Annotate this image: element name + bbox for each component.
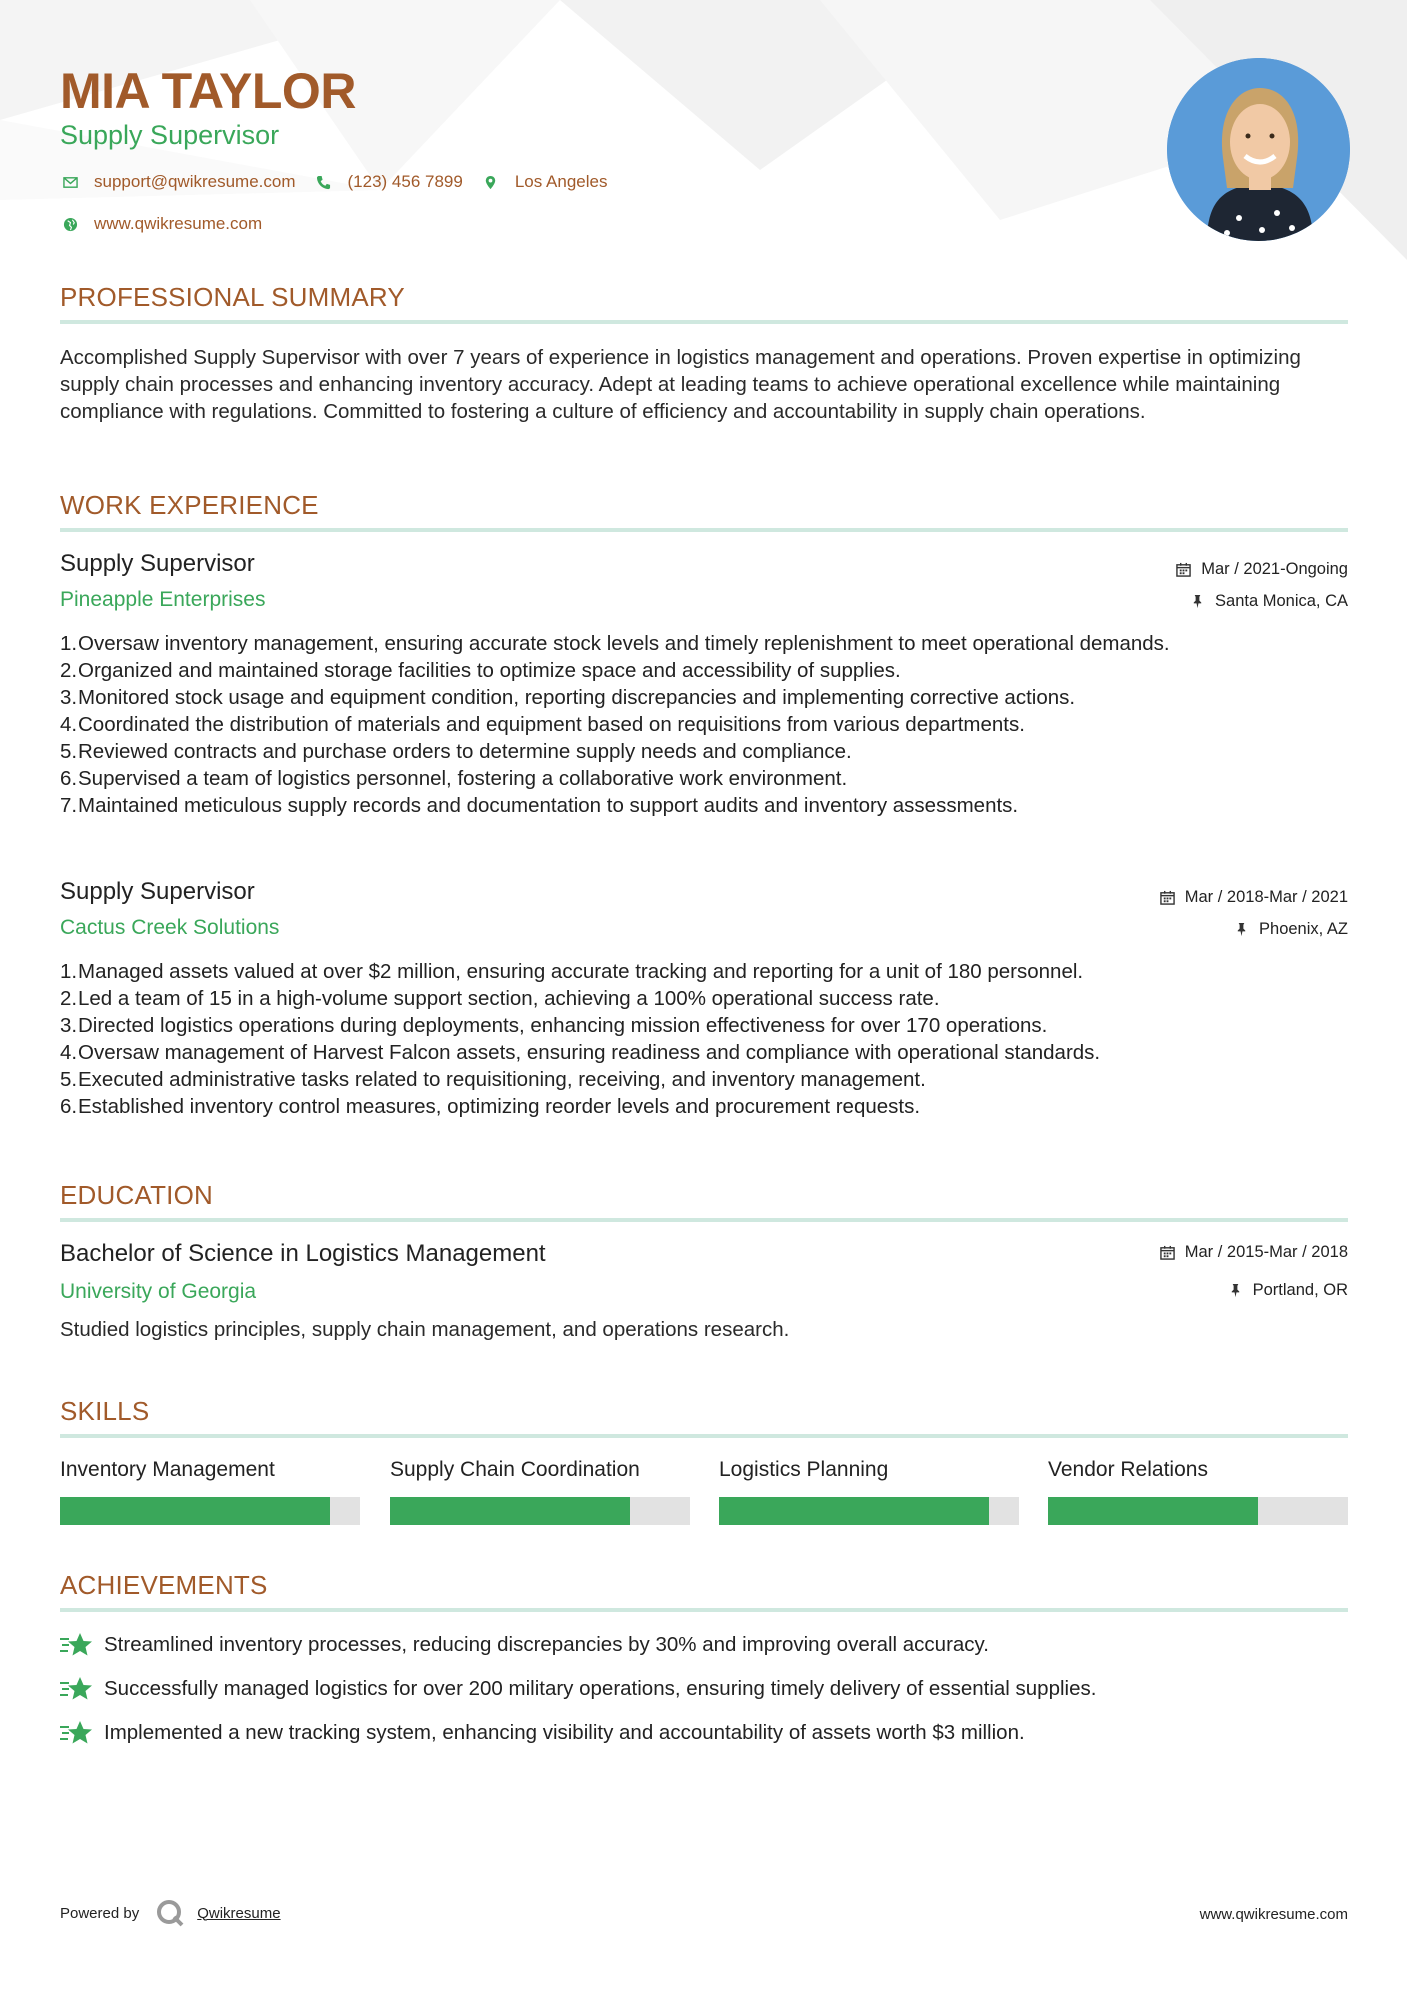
contact-website[interactable]: [60, 214, 262, 234]
summary-divider: [60, 320, 1348, 324]
job-2-location: [1234, 920, 1348, 939]
list-item: 3. Monitored stock usage and equipment condition, reporting discrepancies and implementing corrective actions.: [60, 686, 1076, 709]
list-item: 2. Organized and maintained storage facilities to optimize space and accessibility of supplies.: [60, 659, 901, 682]
job-1-title: Supply Supervisor: [60, 550, 255, 577]
education-heading: EDUCATION: [60, 1180, 213, 1210]
map-marker-icon: [481, 172, 501, 192]
contact-row-secondary: [60, 214, 280, 234]
footer-url[interactable]: www.qwikresume.com: [1199, 1906, 1348, 1923]
pushpin-icon: [1228, 1283, 1243, 1298]
job-2-company: Cactus Creek Solutions: [60, 916, 280, 939]
education-degree: Bachelor of Science in Logistics Management: [60, 1240, 546, 1267]
education-dates: [1160, 1243, 1348, 1262]
shooting-star-icon: [60, 1674, 92, 1704]
list-item: 4. Coordinated the distribution of materials and equipment based on requisitions from various departments.: [60, 713, 1025, 736]
list-item: 1. Managed assets valued at over $2 million, ensuring accurate tracking and reporting for a unit of 180 personnel.: [60, 960, 1084, 983]
experience-heading: WORK EXPERIENCE: [60, 490, 319, 520]
phone-icon: [314, 172, 334, 192]
job-2-location-text: Phoenix, AZ: [1259, 920, 1348, 938]
education-description: Studied logistics principles, supply chain management, and operations research.: [60, 1318, 790, 1341]
contact-email[interactable]: [60, 172, 296, 192]
pushpin-icon: [1234, 922, 1249, 937]
list-item: 7. Maintained meticulous supply records and documentation to support audits and inventory assessments.: [60, 794, 1019, 817]
candidate-role: Supply Supervisor: [60, 120, 280, 150]
calendar-icon: [1176, 562, 1191, 577]
list-item: 6. Established inventory control measures, optimizing reorder levels and procurement requests.: [60, 1095, 921, 1118]
education-location: [1228, 1281, 1348, 1300]
experience-divider: [60, 528, 1348, 532]
list-item: 2. Led a team of 15 in a high-volume support section, achieving a 100% operational success rate.: [60, 987, 940, 1010]
job-1-dates: [1176, 560, 1348, 579]
job-1-location: [1190, 592, 1348, 611]
job-1-responsibilities: [60, 630, 1330, 819]
contact-phone[interactable]: [314, 172, 463, 192]
list-item: 1. Oversaw inventory management, ensuring accurate stock levels and timely replenishment to meet operational demands.: [60, 632, 1170, 655]
contact-location: [481, 172, 608, 192]
calendar-icon: [1160, 890, 1175, 905]
calendar-icon: [1160, 1245, 1175, 1260]
education-divider: [60, 1218, 1348, 1222]
profile-photo: [1167, 58, 1350, 241]
skills-heading: SKILLS: [60, 1396, 150, 1426]
achievement-item: Successfully managed logistics for over 200 military operations, ensuring timely delivery of essential supplies.: [60, 1674, 1096, 1704]
achievements-divider: [60, 1608, 1348, 1612]
skill-bar-fill: [390, 1497, 630, 1525]
skills-divider: [60, 1434, 1348, 1438]
job-1-location-text: Santa Monica, CA: [1215, 592, 1348, 610]
website-text: www.qwikresume.com: [94, 214, 263, 233]
list-item: 4. Oversaw management of Harvest Falcon assets, ensuring readiness and compliance with operational standards.: [60, 1041, 1101, 1064]
phone-text: (123) 456 7899: [347, 172, 463, 191]
list-item: 3. Directed logistics operations during deployments, enhancing mission effectiveness for over 170 operations.: [60, 1014, 1048, 1037]
job-2-responsibilities: [60, 958, 1330, 1120]
achievement-item: Streamlined inventory processes, reducing discrepancies by 30% and improving overall accuracy.: [60, 1630, 989, 1660]
powered-by-label: Powered by: [60, 1904, 140, 1922]
job-2-title: Supply Supervisor: [60, 878, 255, 905]
skill-logistics-planning: [719, 1458, 1019, 1482]
list-item: 5. Executed administrative tasks related to requisitioning, receiving, and inventory management.: [60, 1068, 926, 1091]
contact-row-primary: [60, 172, 625, 192]
footer-powered-by: [60, 1898, 281, 1928]
job-1-company: Pineapple Enterprises: [60, 588, 266, 611]
achievements-heading: ACHIEVEMENTS: [60, 1570, 268, 1600]
education-dates-text: Mar / 2015-Mar / 2018: [1184, 1243, 1348, 1261]
job-1-dates-text: Mar / 2021-Ongoing: [1201, 560, 1348, 578]
pushpin-icon: [1190, 594, 1205, 609]
location-text: Los Angeles: [514, 172, 608, 191]
skill-label: Vendor Relations: [1048, 1458, 1208, 1481]
skill-vendor-relations: [1048, 1458, 1348, 1482]
education-location-text: Portland, OR: [1252, 1281, 1348, 1299]
summary-text: Accomplished Supply Supervisor with over 7 years of experience in logistics management and operations. Proven expertise in optimizing supply chain processes and enhancing inventory accuracy. Adept at leading teams to achieve operational excellence while maintaining compliance with regulations. Committed to fostering a culture of efficiency and accountability in supply chain operations.: [60, 346, 1301, 423]
achievement-item: Implemented a new tracking system, enhancing visibility and accountability of assets worth $3 million.: [60, 1718, 1025, 1748]
globe-icon: [60, 214, 80, 234]
skill-label: Logistics Planning: [719, 1458, 889, 1481]
job-2-dates: [1160, 888, 1348, 907]
shooting-star-icon: [60, 1630, 92, 1660]
candidate-name: MIA TAYLOR: [60, 63, 356, 119]
list-item: 5. Reviewed contracts and purchase orders to determine supply needs and compliance.: [60, 740, 852, 763]
job-2-dates-text: Mar / 2018-Mar / 2021: [1184, 888, 1348, 906]
qwikresume-logo-icon: [155, 1898, 185, 1928]
email-text: support@qwikresume.com: [94, 172, 296, 191]
skill-bar: [719, 1497, 1019, 1525]
skill-bar-fill: [60, 1497, 330, 1525]
shooting-star-icon: [60, 1718, 92, 1748]
qwikresume-link[interactable]: Qwikresume: [197, 1904, 281, 1922]
skill-inventory-management: [60, 1458, 360, 1482]
skill-bar: [1048, 1497, 1348, 1525]
envelope-icon: [60, 172, 80, 192]
list-item: 6. Supervised a team of logistics personnel, fostering a collaborative work environment.: [60, 767, 848, 790]
skill-bar: [60, 1497, 360, 1525]
skill-supply-chain-coordination: [390, 1458, 690, 1482]
skill-bar-fill: [719, 1497, 989, 1525]
education-school: University of Georgia: [60, 1280, 257, 1303]
skill-bar-fill: [1048, 1497, 1258, 1525]
skill-label: Inventory Management: [60, 1458, 275, 1481]
skill-label: Supply Chain Coordination: [390, 1458, 640, 1481]
summary-heading: PROFESSIONAL SUMMARY: [60, 282, 405, 312]
skill-bar: [390, 1497, 690, 1525]
